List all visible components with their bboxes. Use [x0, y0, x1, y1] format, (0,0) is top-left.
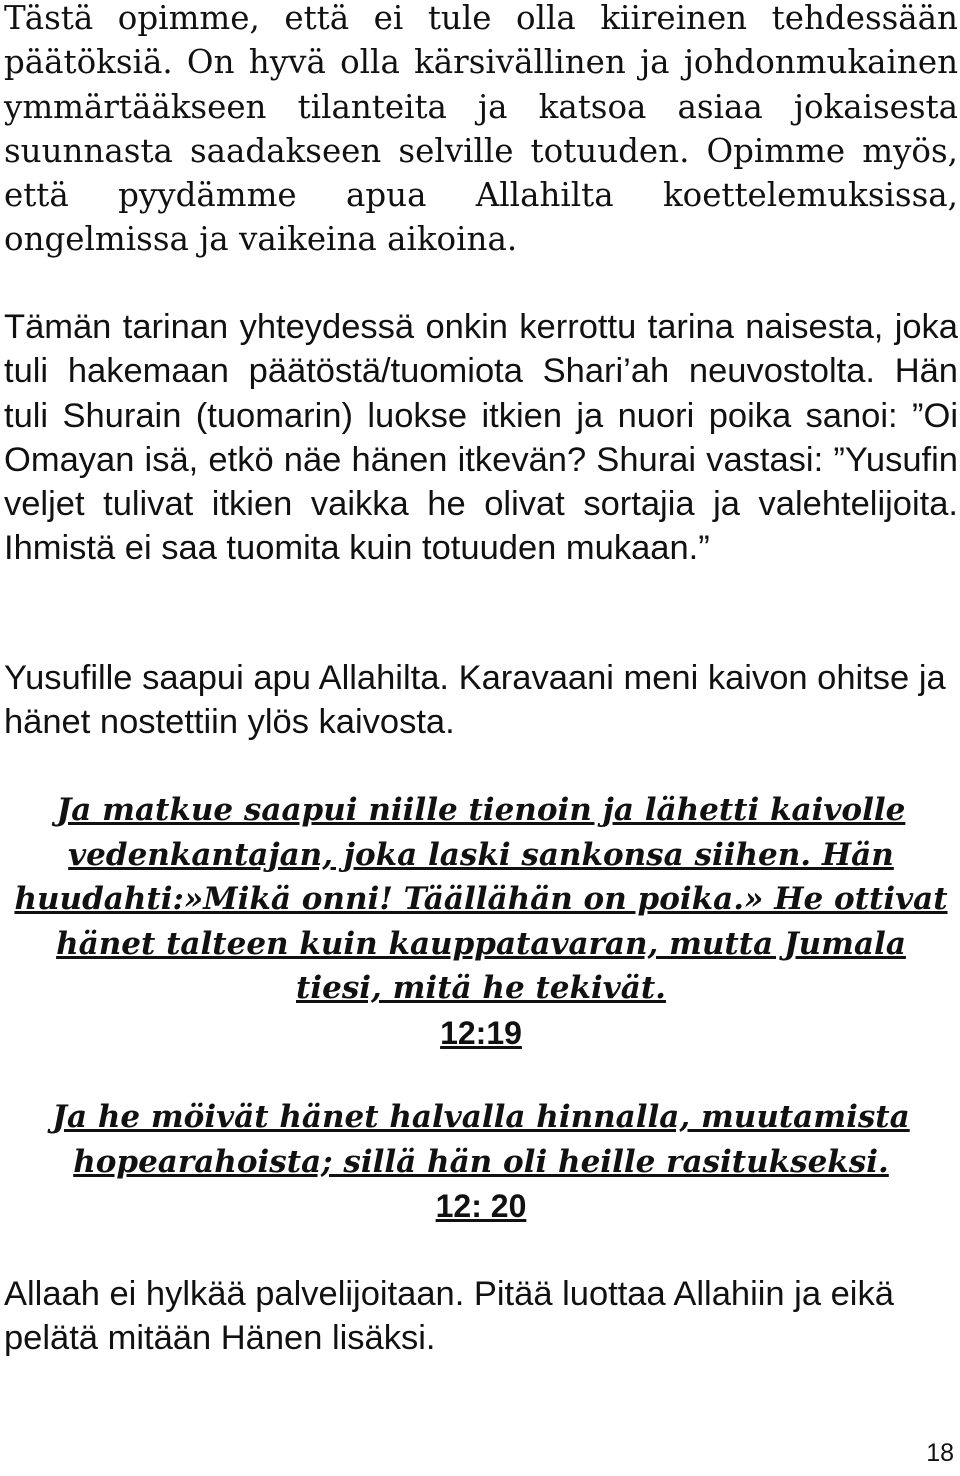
- quote-reference: 12: 20: [435, 1188, 527, 1224]
- quote-block-2: [4, 1095, 958, 1229]
- paragraph-story: Tämän tarinan yhteydessä onkin kerrottu tarina naisesta, joka tuli hakemaan päätöstä/tuomiota Shari’ah neuvostolta. Hän tuli Shurain (tuomarin) luokse itkien ja nuori poika sanoi: ”Oi Omayan isä, etkö näe hänen itkevän? Shurai vastasi: ”Yusufin veljet tulivat itkien vaikka he olivat sortajia ja valehtelijoita. Ihmistä ei saa tuomita kuin totuuden mukaan.”: [4, 308, 958, 568]
- quote-block-1: [4, 788, 958, 1055]
- quote-reference: 12:19: [440, 1014, 522, 1051]
- paragraph-trust: Allaah ei hylkää palvelijoitaan. Pitää luottaa Allahiin ja eikä pelätä mitään Hänen lisäksi.: [4, 1275, 894, 1358]
- paragraph-lessons: Tästä opimme, että ei tule olla kiireinen tehdessään päätöksiä. On hyvä olla kärsivällinen ja johdonmukainen ymmärtääkseen tilanteita ja katsoa asiaa jokaisesta suunnasta saadakseen selville totuuden. Opimme myös, että pyydämme apua Allahilta koettelemuksissa, ongelmissa ja vaikeina aikoina.: [4, 0, 958, 259]
- paragraph-help: Yusufille saapui apu Allahilta. Karavaani meni kaivon ohitse ja hänet nostettiin ylös kaivosta.: [4, 659, 946, 742]
- quote-text: Ja he möivät hänet halvalla hinnalla, muutamista hopearahoista; sillä hän oli heille rasitukseksi.: [52, 1099, 910, 1180]
- page-number: 18: [926, 1439, 954, 1467]
- quote-text: Ja matkue saapui niille tienoin ja lähetti kaivolle vedenkantajan, joka laski sankonsa siihen. Hän huudahti:»Mikä onni! Täällähän on poika.» He ottivat hänet talteen kuin kauppatavaran, mutta Jumala tiesi, mitä he tekivät.: [14, 792, 948, 1006]
